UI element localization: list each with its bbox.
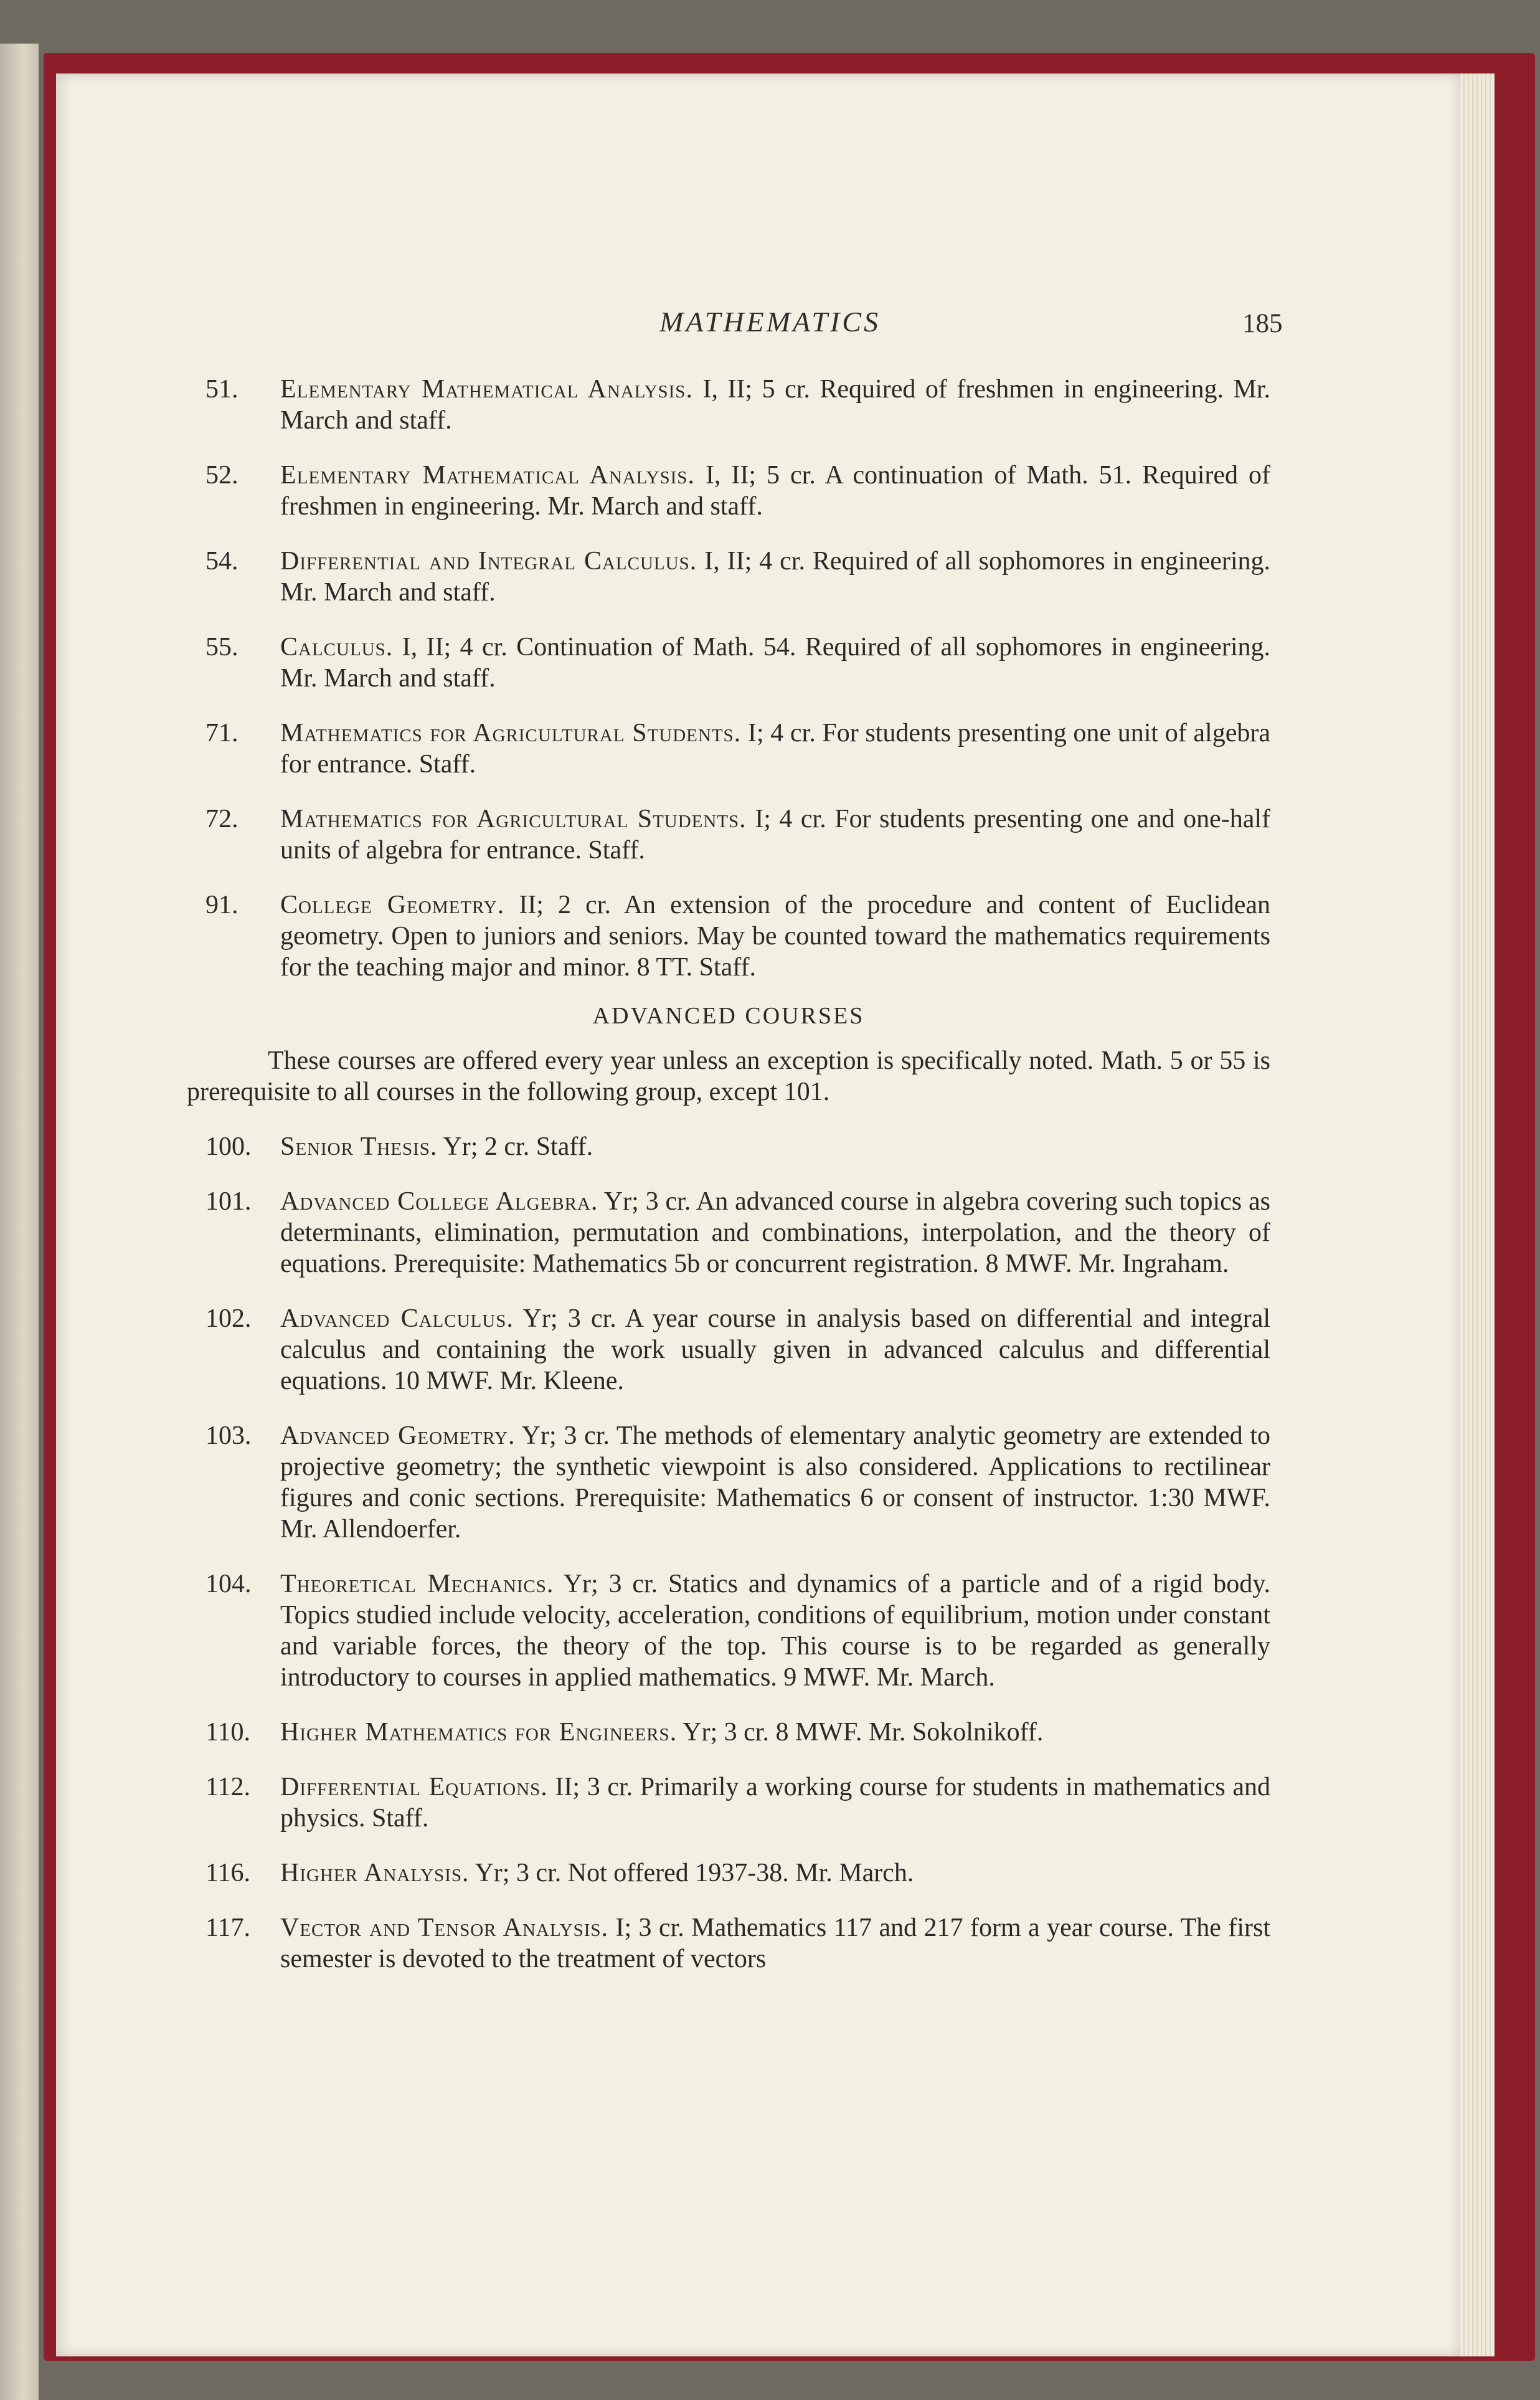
- facing-page-edge: [0, 44, 39, 2400]
- course-description: Yr; 3 cr. A year course in analysis based on differential and integral calculus and containing the work usually given in advanced calculus and differential equations. 10 MWF. Mr. Kleene.: [280, 1304, 1271, 1395]
- course-number: 72.: [205, 805, 239, 833]
- section-intro: These courses are offered every year unless an exception is specifically noted. Math. 5 or 55 is prerequisite to all courses in the following group, except 101.: [187, 1046, 1270, 1106]
- course-entry: [187, 374, 1270, 436]
- course-entry: [187, 1568, 1270, 1693]
- course-title: Differential Equations.: [280, 1773, 548, 1801]
- course-title: Advanced Calculus.: [280, 1304, 514, 1333]
- course-description: I, II; 5 cr. Required of freshmen in engineering. Mr. March and staff.: [280, 375, 1271, 435]
- page-stack-edge: [1460, 74, 1495, 2356]
- course-entry: [187, 1857, 1270, 1889]
- course-entry: [187, 889, 1270, 983]
- course-entry: [187, 1420, 1270, 1545]
- course-number: 116.: [205, 1859, 250, 1887]
- course-title: Differential and Integral Calculus.: [280, 547, 697, 576]
- course-entry: [187, 1912, 1270, 1975]
- course-title: Elementary Mathematical Analysis.: [280, 375, 693, 404]
- course-entry: [187, 546, 1270, 608]
- course-description: Yr; 3 cr. Statics and dynamics of a particle and of a rigid body. Topics studied include velocity, acceleration, conditions of equilibrium, motion under constant and variable forces, the theory of the top. This course is to be regarded as generally introductory to courses in applied mathematics. 9 MWF. Mr. March.: [280, 1570, 1270, 1692]
- course-number: 51.: [205, 375, 239, 404]
- course-description: I, II; 4 cr. Continuation of Math. 54. Required of all sophomores in engineering. Mr. March and staff.: [280, 633, 1271, 693]
- course-description: I; 4 cr. For students presenting one unit of algebra for entrance. Staff.: [280, 719, 1270, 779]
- course-description: Yr; 3 cr. The methods of elementary analytic geometry are extended to projective geometry; the synthetic viewpoint is also considered. Applications to rectilinear figures and conic sections. Prerequisite: Mathematics 6 or consent of instructor. 1:30 MWF. Mr. Allendoerfer.: [280, 1421, 1270, 1544]
- course-number: 100.: [205, 1132, 252, 1161]
- course-title: Advanced College Algebra.: [280, 1187, 598, 1216]
- running-head: MATHEMATICS: [659, 306, 881, 338]
- course-number: 102.: [205, 1304, 252, 1333]
- course-description: Yr; 2 cr. Staff.: [443, 1132, 593, 1161]
- page-number: 185: [1242, 309, 1283, 338]
- course-entry: [187, 1186, 1270, 1279]
- course-title: Mathematics for Agricultural Students.: [280, 805, 747, 833]
- course-entry: [187, 632, 1270, 694]
- course-title: Theoretical Mechanics.: [280, 1570, 554, 1598]
- course-description: Yr; 3 cr. 8 MWF. Mr. Sokolnikoff.: [683, 1718, 1044, 1747]
- course-number: 104.: [205, 1570, 252, 1598]
- course-entry: [187, 718, 1270, 780]
- course-title: Elementary Mathematical Analysis.: [280, 461, 695, 490]
- course-entry: [187, 1717, 1270, 1748]
- course-description: Yr; 3 cr. Not offered 1937-38. Mr. March.: [475, 1859, 914, 1887]
- course-number: 112.: [205, 1773, 250, 1801]
- course-description: II; 2 cr. An extension of the procedure and content of Euclidean geometry. Open to juniors and seniors. May be counted toward the mathematics requirements for the teaching major and minor. 8 TT. Staff.: [280, 891, 1271, 982]
- course-number: 103.: [205, 1421, 252, 1450]
- course-title: Senior Thesis.: [280, 1132, 438, 1161]
- course-number: 55.: [205, 633, 239, 662]
- course-description: I; 4 cr. For students presenting one and one-half units of algebra for entrance. Staff.: [280, 805, 1271, 865]
- course-number: 101.: [205, 1187, 252, 1216]
- course-title: College Geometry.: [280, 891, 505, 919]
- course-title: Mathematics for Agricultural Students.: [280, 719, 742, 747]
- course-description: I; 3 cr. Mathematics 117 and 217 form a year course. The first semester is devoted to the treatment of vectors: [280, 1914, 1271, 1973]
- course-title: Higher Mathematics for Engineers.: [280, 1718, 678, 1747]
- course-description: I, II; 5 cr. A continuation of Math. 51. Required of freshmen in engineering. Mr. March and staff.: [280, 461, 1271, 521]
- section-heading: ADVANCED COURSES: [592, 1003, 865, 1029]
- lower-division-courses: [187, 374, 1270, 983]
- course-description: Yr; 3 cr. An advanced course in algebra covering such topics as determinants, elimination, permutation and combinations, interpolation, and the theory of equations. Prerequisite: Mathematics 5b or concurrent registration. 8 MWF. Mr. Ingraham.: [280, 1187, 1271, 1278]
- course-entry: [187, 1772, 1270, 1834]
- course-number: 117.: [205, 1914, 250, 1942]
- course-number: 52.: [205, 461, 239, 490]
- course-entry: [187, 1303, 1270, 1397]
- course-description: II; 3 cr. Primarily a working course for students in mathematics and physics. Staff.: [280, 1773, 1270, 1833]
- advanced-courses: [187, 1131, 1270, 1975]
- course-entry: [187, 804, 1270, 866]
- course-entry: [187, 1131, 1270, 1162]
- course-number: 110.: [205, 1718, 250, 1747]
- course-number: 91.: [205, 891, 239, 919]
- course-description: I, II; 4 cr. Required of all sophomores in engineering. Mr. March and staff.: [280, 547, 1270, 607]
- page-content: [187, 374, 1270, 1998]
- course-title: Calculus.: [280, 633, 394, 662]
- course-title: Higher Analysis.: [280, 1859, 470, 1887]
- course-entry: [187, 460, 1270, 522]
- course-title: Vector and Tensor Analysis.: [280, 1914, 609, 1942]
- course-title: Advanced Geometry.: [280, 1421, 516, 1450]
- course-number: 54.: [205, 547, 239, 576]
- course-number: 71.: [205, 719, 239, 747]
